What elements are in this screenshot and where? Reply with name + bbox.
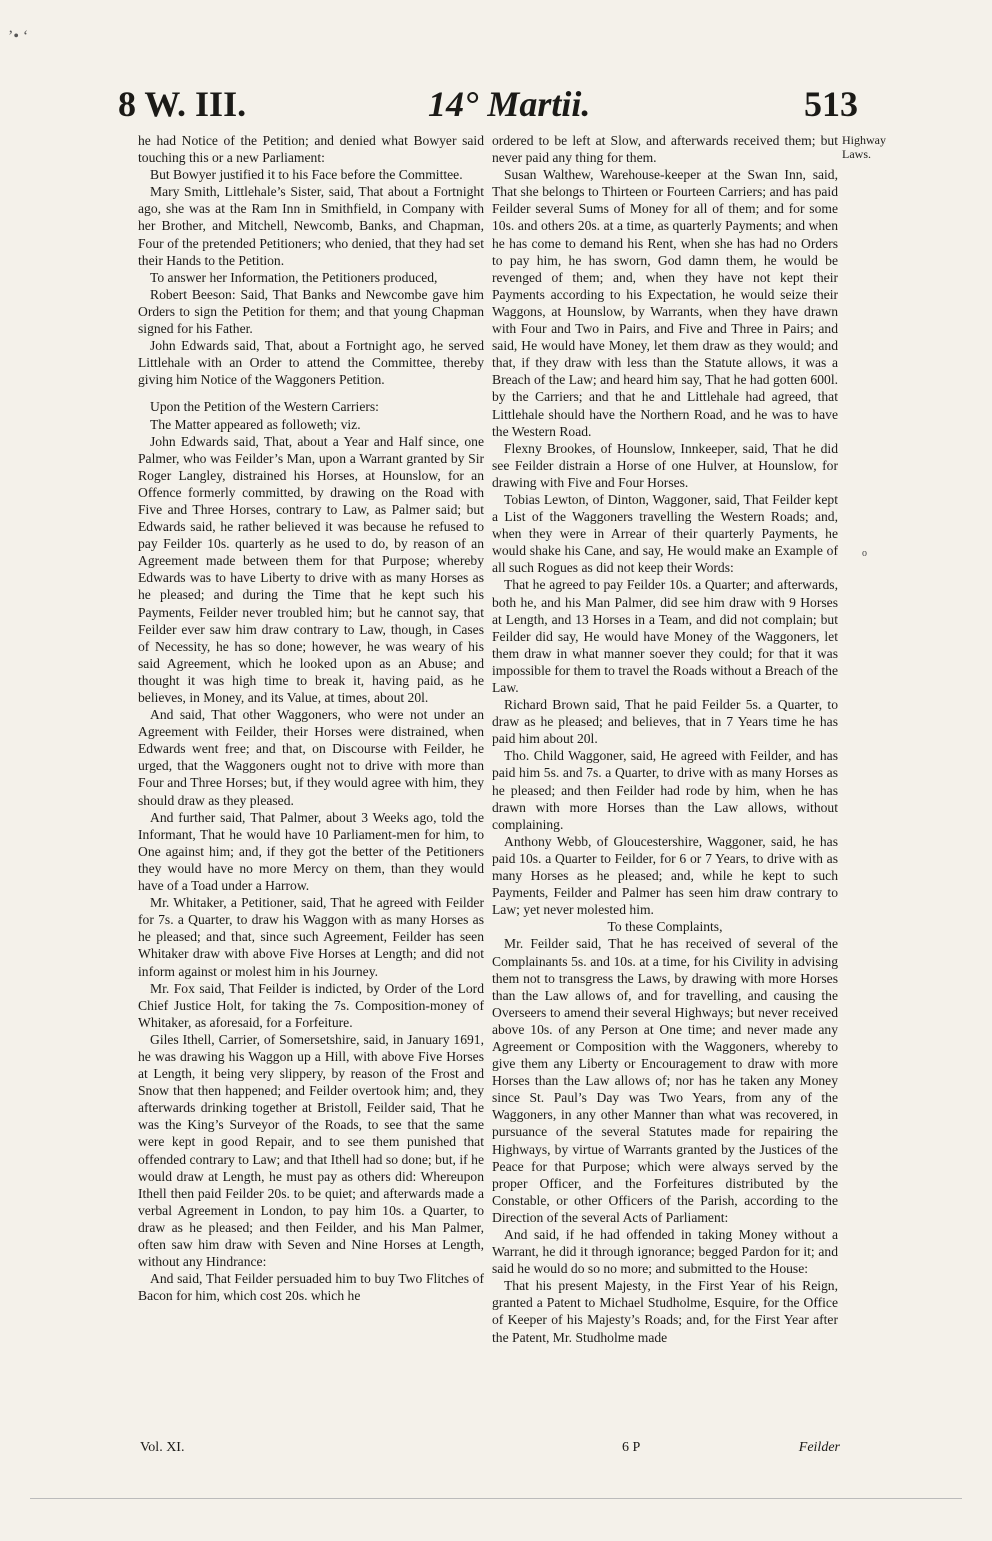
paragraph: To these Complaints, [607, 919, 723, 935]
margin-note: Highway Laws. [842, 133, 886, 161]
paragraph: Anthony Webb, of Gloucestershire, Waggoner, said, he has paid 10s. a Quarter to Feilder, for 6 or 7 Years, to drive with as many Horses as he pleased; and, while he kept to such Payments, Feilder and Palmer has seen him draw contrary to Law; yet never molested him. [492, 833, 838, 918]
footer-signature: 6 P [622, 1440, 641, 1455]
paragraph: Robert Beeson: Said, That Banks and Newcombe gave him Orders to sign the Petition for them; and that young Chapman signed for his Father. [138, 286, 484, 337]
paragraph: And said, That Feilder persuaded him to buy Two Flitches of Bacon for him, which cost 20s. which he [138, 1271, 484, 1304]
paragraph: But Bowyer justified it to his Face before the Committee. [150, 167, 463, 183]
left-column [138, 132, 484, 1304]
paragraph: That his present Majesty, in the First Year of his Reign, granted a Patent to Michael Studholme, Esquire, for the Office of Keeper of his Majesty’s Roads; and, for the First Year after the Patent, Mr. Studholme made [492, 1278, 838, 1345]
right-column [492, 132, 838, 1346]
page-corner-mark: ’• ‘ [8, 28, 29, 45]
paragraph: Mary Smith, Littlehale’s Sister, said, That about a Fortnight ago, she was at the Ram Inn in Smithfield, in Company with her Brother, and Mitchell, Newcomb, Banks, and Chapman, Four of the pretended Petitioners; who denied, that they had set their Hands to the Petition. [138, 184, 484, 268]
paragraph: Susan Walthew, Warehouse-keeper at the Swan Inn, said, That she belongs to Thirteen or Fourteen Carriers; and has paid Feilder several Sums of Money for all of them; and for some 10s. and others 20s. at a time, as quarterly Payments; and when he has come to demand his Rent, when she has had no Orders to pay him, he has sworn, God damn them, he would be revenged of them; and, when they have not kept their Payments according to his Expectation, he would seize their Waggons, at Hounslow, by Warrants, when they have drawn with Four and Two in Pairs, and Five and Three in Pairs; and said, He would have Money, let them draw as they would; and that, if they draw with less than the Statute allows, it was a Breach of the Law; and heard him say, That he had gotten 600l. by the Carriers; and that he and Littlehale had agreed, that Littlehale should have the Northern Road, and he was to have the Western Road. [492, 167, 838, 439]
footer-catchword: Feilder [798, 1440, 840, 1455]
paragraph: he had Notice of the Petition; and denied what Bowyer said touching this or a new Parliament: [138, 133, 484, 166]
paragraph: Mr. Fox said, That Feilder is indicted, by Order of the Lord Chief Justice Holt, for taking the 7s. Composition-money of Whitaker, as aforesaid, for a Forfeiture. [138, 980, 484, 1030]
paragraph: Richard Brown said, That he paid Feilder 5s. a Quarter, to draw as he pleased; and believes, that in 7 Years time he has paid him about 20l. [492, 697, 838, 747]
paragraph: And further said, That Palmer, about 3 Weeks ago, told the Informant, That he would have 10 Parliament-men for him, to One against him; and, if they got the better of the Petitioners they would have no more Mercy on them, than they would have of a Toad under a Harrow. [138, 809, 484, 894]
paragraph: Tobias Lewton, of Dinton, Waggoner, said, That Feilder kept a List of the Waggoners travelling the Western Roads; and, when they were in Arrear of their quarterly Payments, he would shake his Cane, and say, He would make an Example of all such Rogues as did not keep their Words: [492, 491, 838, 576]
page-speck: o [862, 548, 867, 559]
text-columns [138, 132, 838, 1452]
paragraph: Mr. Feilder said, That he has received of several of the Complainants 5s. and 10s. at a time, for his Civility in advising them not to transgress the Laws, by drawing with more Horses than the Law allows of, and for travelling, and causing the Overseers to amend their several Highways; but never received above 10s. of any Person at One time; and never made any Agreement or Composition with the Waggoners, whereby to give them any Liberty or Encouragement to draw with more Horses than the Law allows of; nor has he taken any Money since St. Paul’s Day was Two Years, from any of the Waggoners, in any other Manner than what was recovered, in pursuance of the several Statutes made for repairing the Highways, by virtue of Warrants granted by the Justices of the Peace for that Purpose; which were always served by the proper Officer, and the Forfeitures distributed by the Constable, or other Officers of the Parish, according to the Direction of the several Acts of Parliament: [492, 936, 838, 1225]
header-date: 14° Martii. [428, 84, 591, 124]
paragraph: Flexny Brookes, of Hounslow, Innkeeper, said, That he did see Feilder distrain a Horse of one Hulver, at Hounslow, for drawing with Five and Four Horses. [492, 440, 838, 490]
paragraph: Tho. Child Waggoner, said, He agreed with Feilder, and has paid him 5s. and 7s. a Quarter, to drive with as many Horses as he pleased; and then Feilder had rode by him, when he has drawn with more Horses than the Law allows, without complaining. [492, 748, 838, 832]
paragraph: And said, if he had offended in taking Money without a Warrant, he did it through ignorance; begged Pardon for it; and said he would do so no more; and submitted to the House: [492, 1227, 838, 1277]
bottom-rule [30, 1498, 962, 1499]
header-page-number: 513 [804, 84, 858, 124]
paragraph: Upon the Petition of the Western Carriers: [150, 399, 379, 415]
paragraph: Mr. Whitaker, a Petitioner, said, That he agreed with Feilder for 7s. a Quarter, to draw his Waggon with as many Horses as he pleased; and that, since such Agreement, Feilder has seen Whitaker draw with above Five Horses at Length; and did not inform against or molest him in his Journey. [138, 895, 484, 979]
paragraph: And said, That other Waggoners, who were not under an Agreement with Feilder, their Horses were distrained, when Edwards went free; and that, on Discourse with Feilder, he urged, that the Waggoners ought not to drive with more than Four and Three Horses; but, if they would agree with him, they should draw as they pleased. [138, 707, 484, 808]
page-header [118, 84, 858, 128]
paragraph: John Edwards said, That, about a Year and Half since, one Palmer, who was Feilder’s Man, upon a Warrant granted by Sir Roger Langley, distrained his Horses, at Hounslow, for an Offence formerly committed, by drawing on the Road with Five and Three Horses, contrary to Law, as Palmer said; but Edwards said, he rather believed it was because he refused to pay Feilder 10s. quarterly as he used to do, by reason of an Agreement made between them for that Purpose; whereby Edwards was to have Liberty to drive with as many Horses as he pleased; and during the Time that he kept such his Payments, Feilder never troubled him; but he cannot say, that Feilder ever saw him draw contrary to Law, though, in Cases of Necessity, he has so done; however, he was weary of his said Agreement, which he looked upon as an Abuse; and thought it was high time to break it, having paid, as he believes, in Money, and its Value, at times, about 20l. [138, 433, 484, 705]
paragraph: That he agreed to pay Feilder 10s. a Quarter; and afterwards, both he, and his Man Palmer, did see him draw with 9 Horses at Length, and 13 Horses in a Team, and did not complain; but Feilder did say, He would have Money of the Waggoners, let them draw in what manner soever they could; for that it was impossible for them to travel the Roads without a Breach of the Law. [492, 577, 838, 695]
paragraph: The Matter appeared as followeth; viz. [150, 416, 361, 432]
paragraph: To answer her Information, the Petitioners produced, [150, 269, 438, 285]
paragraph: Giles Ithell, Carrier, of Somersetshire, said, in January 1691, he was drawing his Waggon up a Hill, with above Five Horses at Length, it being very slippery, by reason of the Frost and Snow that then happened; and Feilder overtook him; and, they afterwards drinking together at Bristoll, Feilder said, That he was the King’s Surveyor of the Roads, to see that the same were kept in good Repair, and to see them punished that offended contrary to Law; and that Ithell had so done; but, if he would draw at Length, he must pay as others did: Whereupon Ithell then paid Feilder 20s. to be quiet; and afterwards made a verbal Agreement in London, to pay him 10s. a Quarter, to draw as he pleased; and then Feilder, and his Man Palmer, often saw him draw with Seven and Nine Horses at Length, without any Hindrance: [138, 1031, 484, 1270]
paragraph: John Edwards said, That, about a Fortnight ago, he served Littlehale with an Order to attend the Committee, thereby giving him Notice of the Waggoners Petition. [138, 338, 484, 388]
header-regnal-year: 8 W. III. [118, 84, 247, 124]
page-footer [140, 1440, 840, 1460]
footer-volume: Vol. XI. [140, 1440, 185, 1455]
paragraph: ordered to be left at Slow, and afterwards received them; but never paid any thing for them. [492, 133, 838, 166]
